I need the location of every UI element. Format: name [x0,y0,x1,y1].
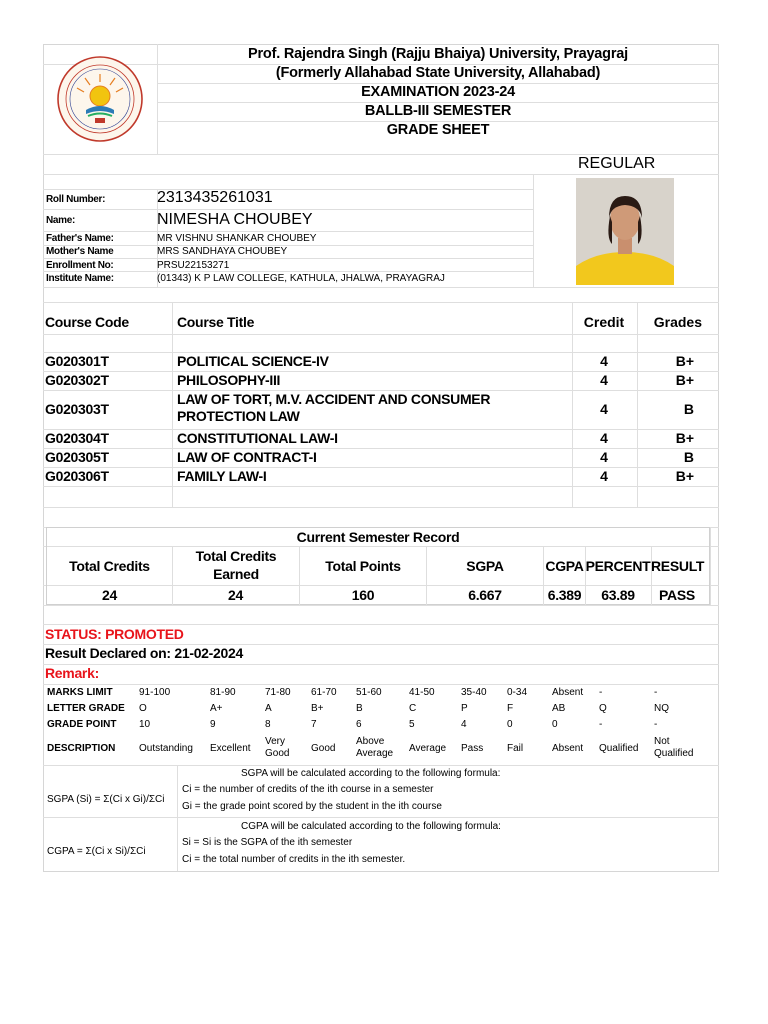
cgpa-formula: CGPA = Σ(Ci x Si)/ΣCi [47,846,146,857]
course-credit: 4 [600,468,608,484]
sgpa-ci-definition: Ci = the number of credits of the ith course in a semester [182,784,434,795]
letter-grade-cell: Q [599,703,607,714]
sgpa-value: 6.667 [468,587,502,603]
marks-limit-cell: Absent [552,687,584,698]
marks-limit-cell: 0-34 [507,687,528,698]
percent-value: 63.89 [601,587,635,603]
percent-header: PERCENT [585,558,651,574]
letter-grade-cell: NQ [654,703,669,714]
grade-point-cell: 10 [139,719,151,730]
roll-number-label: Roll Number: [46,194,106,205]
letter-grade-cell: F [507,703,514,714]
course-credit: 4 [600,449,608,465]
description-cell: Qualified [599,743,639,754]
cgpa-si-definition: Si = Si is the SGPA of the ith semester [182,837,353,848]
result-value: PASS [659,587,695,603]
grade-point-cell: 7 [311,719,317,730]
total-credits-value: 24 [102,587,117,603]
enrollment-value: PRSU22153271 [157,260,230,271]
marks-limit-label: MARKS LIMIT [47,687,113,698]
result-header: RESULT [651,558,705,574]
course-code: G020306T [45,468,109,484]
letter-grade-cell: AB [552,703,566,714]
description-cell: Fail [507,743,524,754]
course-credit: 4 [600,430,608,446]
course-grade: B+ [675,353,694,369]
marks-limit-cell: 41-50 [409,687,435,698]
grades-header: Grades [653,314,702,330]
course-title: FAMILY LAW-I [177,468,267,484]
result-declared-date: Result Declared on: 21-02-2024 [45,645,243,661]
description-cell: Good [311,743,336,754]
sgpa-header: SGPA [466,558,504,574]
mother-name-label: Mother's Name [46,246,114,257]
university-former-name: (Formerly Allahabad State University, Allahabad) [275,65,601,81]
letter-grade-cell: A+ [210,703,223,714]
description-cell: Outstanding [139,743,193,754]
course-code: G020301T [45,353,109,369]
course-code-header: Course Code [45,314,129,330]
grade-point-cell: 8 [265,719,271,730]
course-code: G020303T [45,401,109,417]
letter-grade-cell: A [265,703,272,714]
total-points-value: 160 [351,587,375,603]
course-credit: 4 [600,401,608,417]
mother-name-value: MRS SANDHAYA CHOUBEY [157,246,288,257]
marks-limit-cell: 61-70 [311,687,337,698]
marks-limit-cell: 81-90 [210,687,236,698]
letter-grade-label: LETTER GRADE [47,703,125,714]
semester-record-title: Current Semester Record [296,529,460,545]
description-cell: Absent [552,743,584,754]
institute-value: (01343) K P LAW COLLEGE, KATHULA, JHALWA, PRAYAGRAJ [157,273,445,284]
grade-point-cell: 9 [210,719,216,730]
marks-limit-cell: 35-40 [461,687,487,698]
letter-grade-cell: O [139,703,147,714]
total-credits-earned-value: 24 [228,587,243,603]
sgpa-gi-definition: Gi = the grade point scored by the student in the ith course [182,801,442,812]
course-title: LAW OF TORT, M.V. ACCIDENT AND CONSUMER PROTECTION LAW [177,391,491,424]
description-cell: Average [409,743,447,754]
grade-point-cell: 4 [461,719,467,730]
course-grade: B [683,449,694,465]
course-grade: B+ [675,372,694,388]
semester-title: BALLB-III SEMESTER [364,103,512,119]
description-label: DESCRIPTION [47,743,116,754]
course-title: CONSTITUTIONAL LAW-I [177,430,338,446]
cgpa-header: CGPA [545,558,584,574]
description-cell: Not Qualified [654,736,694,759]
course-credit: 4 [600,372,608,388]
course-code: G020305T [45,449,109,465]
exam-title: EXAMINATION 2023-24 [361,84,515,100]
letter-grade-cell: B+ [311,703,324,714]
marks-limit-cell: - [654,687,658,698]
course-code: G020304T [45,430,109,446]
cgpa-ci-definition: Ci = the total number of credits in the ith semester. [182,854,406,865]
institute-label: Institute Name: [46,273,114,284]
grade-point-cell: 6 [356,719,362,730]
description-cell: Very Good [265,736,290,759]
cgpa-formula-intro: CGPA will be calculated according to the following formula: [241,821,501,832]
name-label: Name: [46,215,76,226]
enrollment-label: Enrollment No: [46,260,114,271]
course-title-header: Course Title [177,314,255,330]
course-code: G020302T [45,372,109,388]
roll-number-value: 2313435261031 [157,189,273,206]
course-title: POLITICAL SCIENCE-IV [177,353,329,369]
description-cell: Excellent [210,743,251,754]
description-cell: Pass [461,743,484,754]
grade-point-cell: 5 [409,719,415,730]
course-title: LAW OF CONTRACT-I [177,449,317,465]
marks-limit-cell: 71-80 [265,687,291,698]
course-title: PHILOSOPHY-III [177,372,281,388]
letter-grade-cell: B [356,703,363,714]
grade-point-cell: 0 [507,719,513,730]
course-grade: B [683,401,694,417]
remark-label: Remark: [45,665,99,681]
marks-limit-cell: 91-100 [139,687,171,698]
father-name-label: Father's Name: [46,233,114,244]
cgpa-value: 6.389 [547,587,582,603]
letter-grade-cell: P [461,703,468,714]
total-credits-earned-header: Total Credits Earned [195,548,277,582]
grade-point-cell: - [654,719,658,730]
grade-point-cell: 0 [552,719,558,730]
marks-limit-cell: - [599,687,603,698]
letter-grade-cell: C [409,703,417,714]
course-grade: B+ [675,430,694,446]
course-grade: B+ [675,468,694,484]
document-title: GRADE SHEET [386,122,490,138]
student-photo [576,178,674,285]
description-cell: Above Average [356,736,394,759]
father-name-value: MR VISHNU SHANKAR CHOUBEY [157,233,317,244]
status-text: STATUS: PROMOTED [45,626,184,642]
course-credit: 4 [600,353,608,369]
grade-point-cell: - [599,719,603,730]
total-points-header: Total Points [325,558,401,574]
exam-type: REGULAR [578,155,656,172]
grade-point-label: GRADE POINT [47,719,117,730]
marks-limit-cell: 51-60 [356,687,382,698]
university-seal-icon [57,56,143,142]
total-credits-header: Total Credits [69,558,150,574]
university-name: Prof. Rajendra Singh (Rajju Bhaiya) University, Prayagraj [248,46,628,62]
sgpa-formula: SGPA (Si) = Σ(Ci x Gi)/ΣCi [47,794,165,805]
name-value: NIMESHA CHOUBEY [157,211,313,228]
credit-header: Credit [583,314,625,330]
sgpa-formula-intro: SGPA will be calculated according to the following formula: [241,768,501,779]
